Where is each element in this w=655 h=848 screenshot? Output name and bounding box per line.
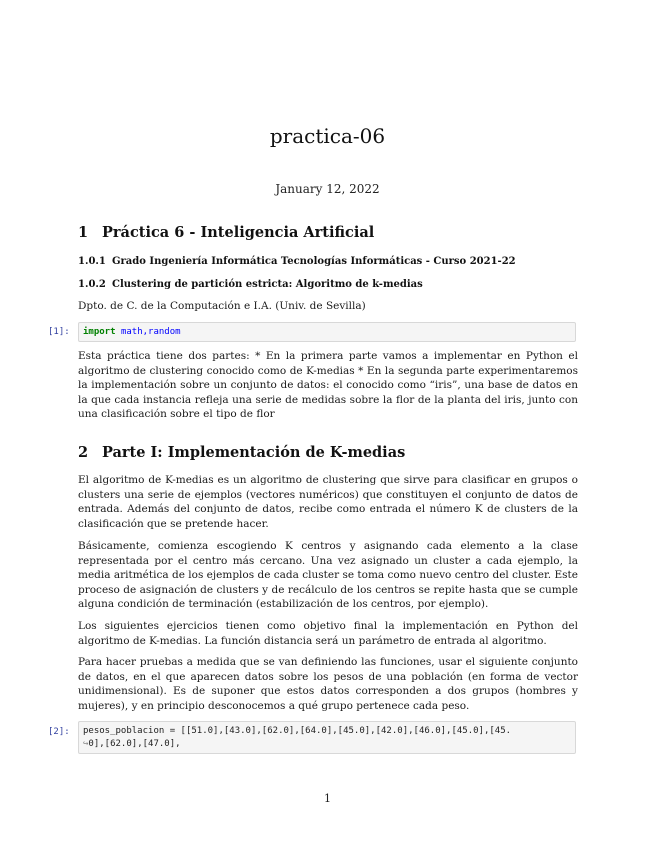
import-modules: math,random [120,327,181,337]
subsection-title: Grado Ingeniería Informática Tecnologías Informáticas - Curso 2021-22 [112,256,516,267]
section-number: 1 [78,224,89,241]
code-cell-1[interactable] [78,322,576,342]
intro-paragraph: Esta práctica tiene dos partes: * En la primera parte vamos a implementar en Python el algoritmo de clustering conocido como de K-medias * En la segunda parte experimentaremos la implementación sobre un conjunto de datos: el conocido como “iris”, una base de datos en la que cada instancia refleja una serie de medidas sobre la flor de la planta del iris, junto con una clasificación sobre el tipo de flor [78,350,578,420]
code-cell-2[interactable] [78,721,576,754]
paragraph-exercises: Los siguientes ejercicios tienen como objetivo final la implementación en Python del algoritmo de K-medias. La función distancia será un parámetro de entrada al algoritmo. [78,620,578,647]
line-continuation-icon: ↪ [83,738,89,749]
section-title: Práctica 6 - Inteligencia Artificial [102,224,375,241]
document-date: January 12, 2022 [275,182,380,196]
cell-1-prompt: [1]: [48,327,70,337]
import-keyword: import [83,327,116,337]
paragraph-dataset: Para hacer pruebas a medida que se van definiendo las funciones, usar el siguiente conjunto de datos, en el que aparecen datos sobre los pesos de una población (en forma de vector unidimensional). Es de suponer que estos datos corresponden a dos grupos (hombres y mujeres), y en principio desconocemos a qué grupo pertenece cada peso. [78,656,578,712]
department-line: Dpto. de C. de la Computación e I.A. (Univ. de Sevilla) [78,300,366,312]
subsection-number: 1.0.2 [78,279,106,290]
subsection-1-0-2-heading [78,279,423,290]
paragraph-kmeans-intro: El algoritmo de K-medias es un algoritmo de clustering que sirve para clasificar en grupos o clusters una serie de ejemplos (vectores numéricos) que constituyen el conjunto de datos de entrada. Además del conjunto de datos, recibe como entrada el número K de clusters de la clasificación que se pretende hacer. [78,474,578,530]
section-title: Parte I: Implementación de K-medias [102,444,406,461]
subsection-number: 1.0.1 [78,256,106,267]
paragraph-kmeans-procedure: Básicamente, comienza escogiendo K centros y asignando cada elemento a la clase representada por el centro más cercano. Una vez asignado un cluster a cada ejemplo, la media aritmética de los ejemplos de cada cluster se toma como nuevo centro del cluster. Este proceso de asignación de clusters y de recálculo de los centros se repite hasta que se cumple alguna condición de terminación (estabilización de los centros, por ejemplo). [78,540,578,610]
subsection-title: Clustering de partición estricta: Algoritmo de k-medias [112,279,423,290]
cell-2-prompt: [2]: [48,727,70,737]
code-line-1: pesos_poblacion = [[51.0],[43.0],[62.0],[64.0],[45.0],[42.0],[46.0],[45.0],[45. [83,726,512,736]
page-number: 1 [324,792,331,805]
section-1-heading [78,224,374,241]
document-title: practica-06 [269,124,386,148]
subsection-1-0-1-heading [78,256,516,267]
section-2-heading [78,444,405,461]
code-line-2: 0],[62.0],[47.0], [88,738,181,749]
section-number: 2 [78,444,89,461]
